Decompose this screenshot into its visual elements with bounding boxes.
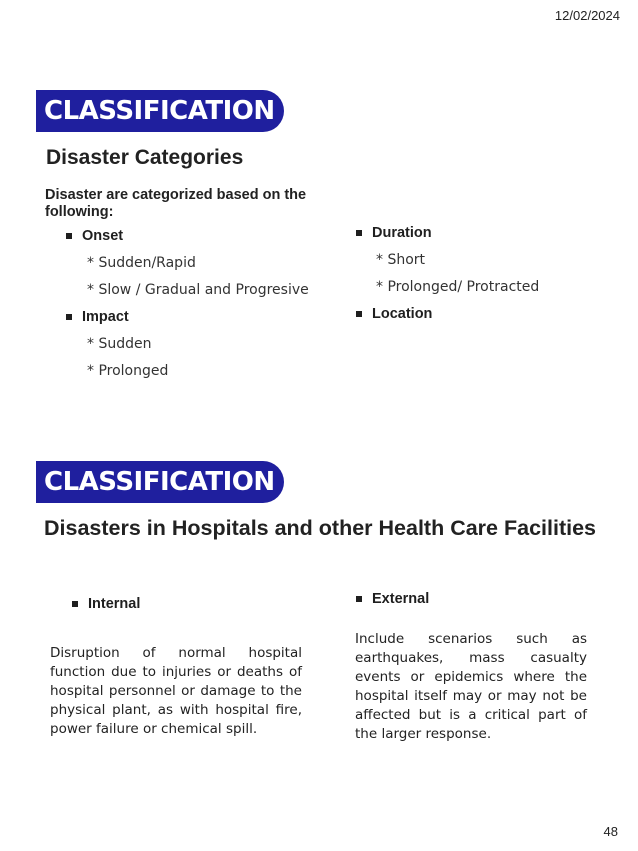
square-bullet-icon [356,311,362,317]
onset-label: Onset [82,228,124,244]
bullet-impact [66,309,309,325]
bullet-duration [356,225,539,241]
bullet-internal [72,596,140,612]
duration-item: * Prolonged/ Protracted [376,279,540,295]
square-bullet-icon [356,230,362,236]
left-column [66,228,309,390]
duration-label: Duration [372,225,432,241]
classification-banner: CLASSIFICATION [36,90,284,132]
bullet-onset [66,228,309,244]
internal-description: Disruption of normal hospital function due to injuries or deaths of hospital personnel or damage to the physical plant, as with hospital fire, power failure or chemical spill. [50,645,302,737]
page-number: 48 [603,824,618,839]
duration-item: * Short [376,252,426,268]
impact-item: * Prolonged [87,363,169,379]
onset-item: * Sudden/Rapid [87,255,196,271]
external-description: Include scenarios such as earthquakes, mass casualty events or epidemics where the hospital itself may or may not be affected but is a critical part of the larger response. [355,631,587,742]
bullet-external [356,591,429,607]
internal-label: Internal [88,596,141,612]
impact-item: * Sudden [87,336,152,352]
square-bullet-icon [356,596,362,602]
bullet-location [356,306,539,322]
external-label: External [372,591,430,607]
intro-text: Disaster are categorized based on the following: [45,187,307,220]
square-bullet-icon [66,233,72,239]
hospital-disasters-title: Disasters in Hospitals and other Health Care Facilities [43,516,596,540]
onset-item: * Slow / Gradual and Progresive [87,282,309,298]
impact-label: Impact [82,309,129,325]
right-column [356,225,539,333]
slide-date: 12/02/2024 [554,8,620,23]
section-heading: Disaster Categories [46,146,244,169]
square-bullet-icon [66,314,72,320]
square-bullet-icon [72,601,78,607]
classification-banner: CLASSIFICATION [36,461,284,503]
location-label: Location [372,306,433,322]
